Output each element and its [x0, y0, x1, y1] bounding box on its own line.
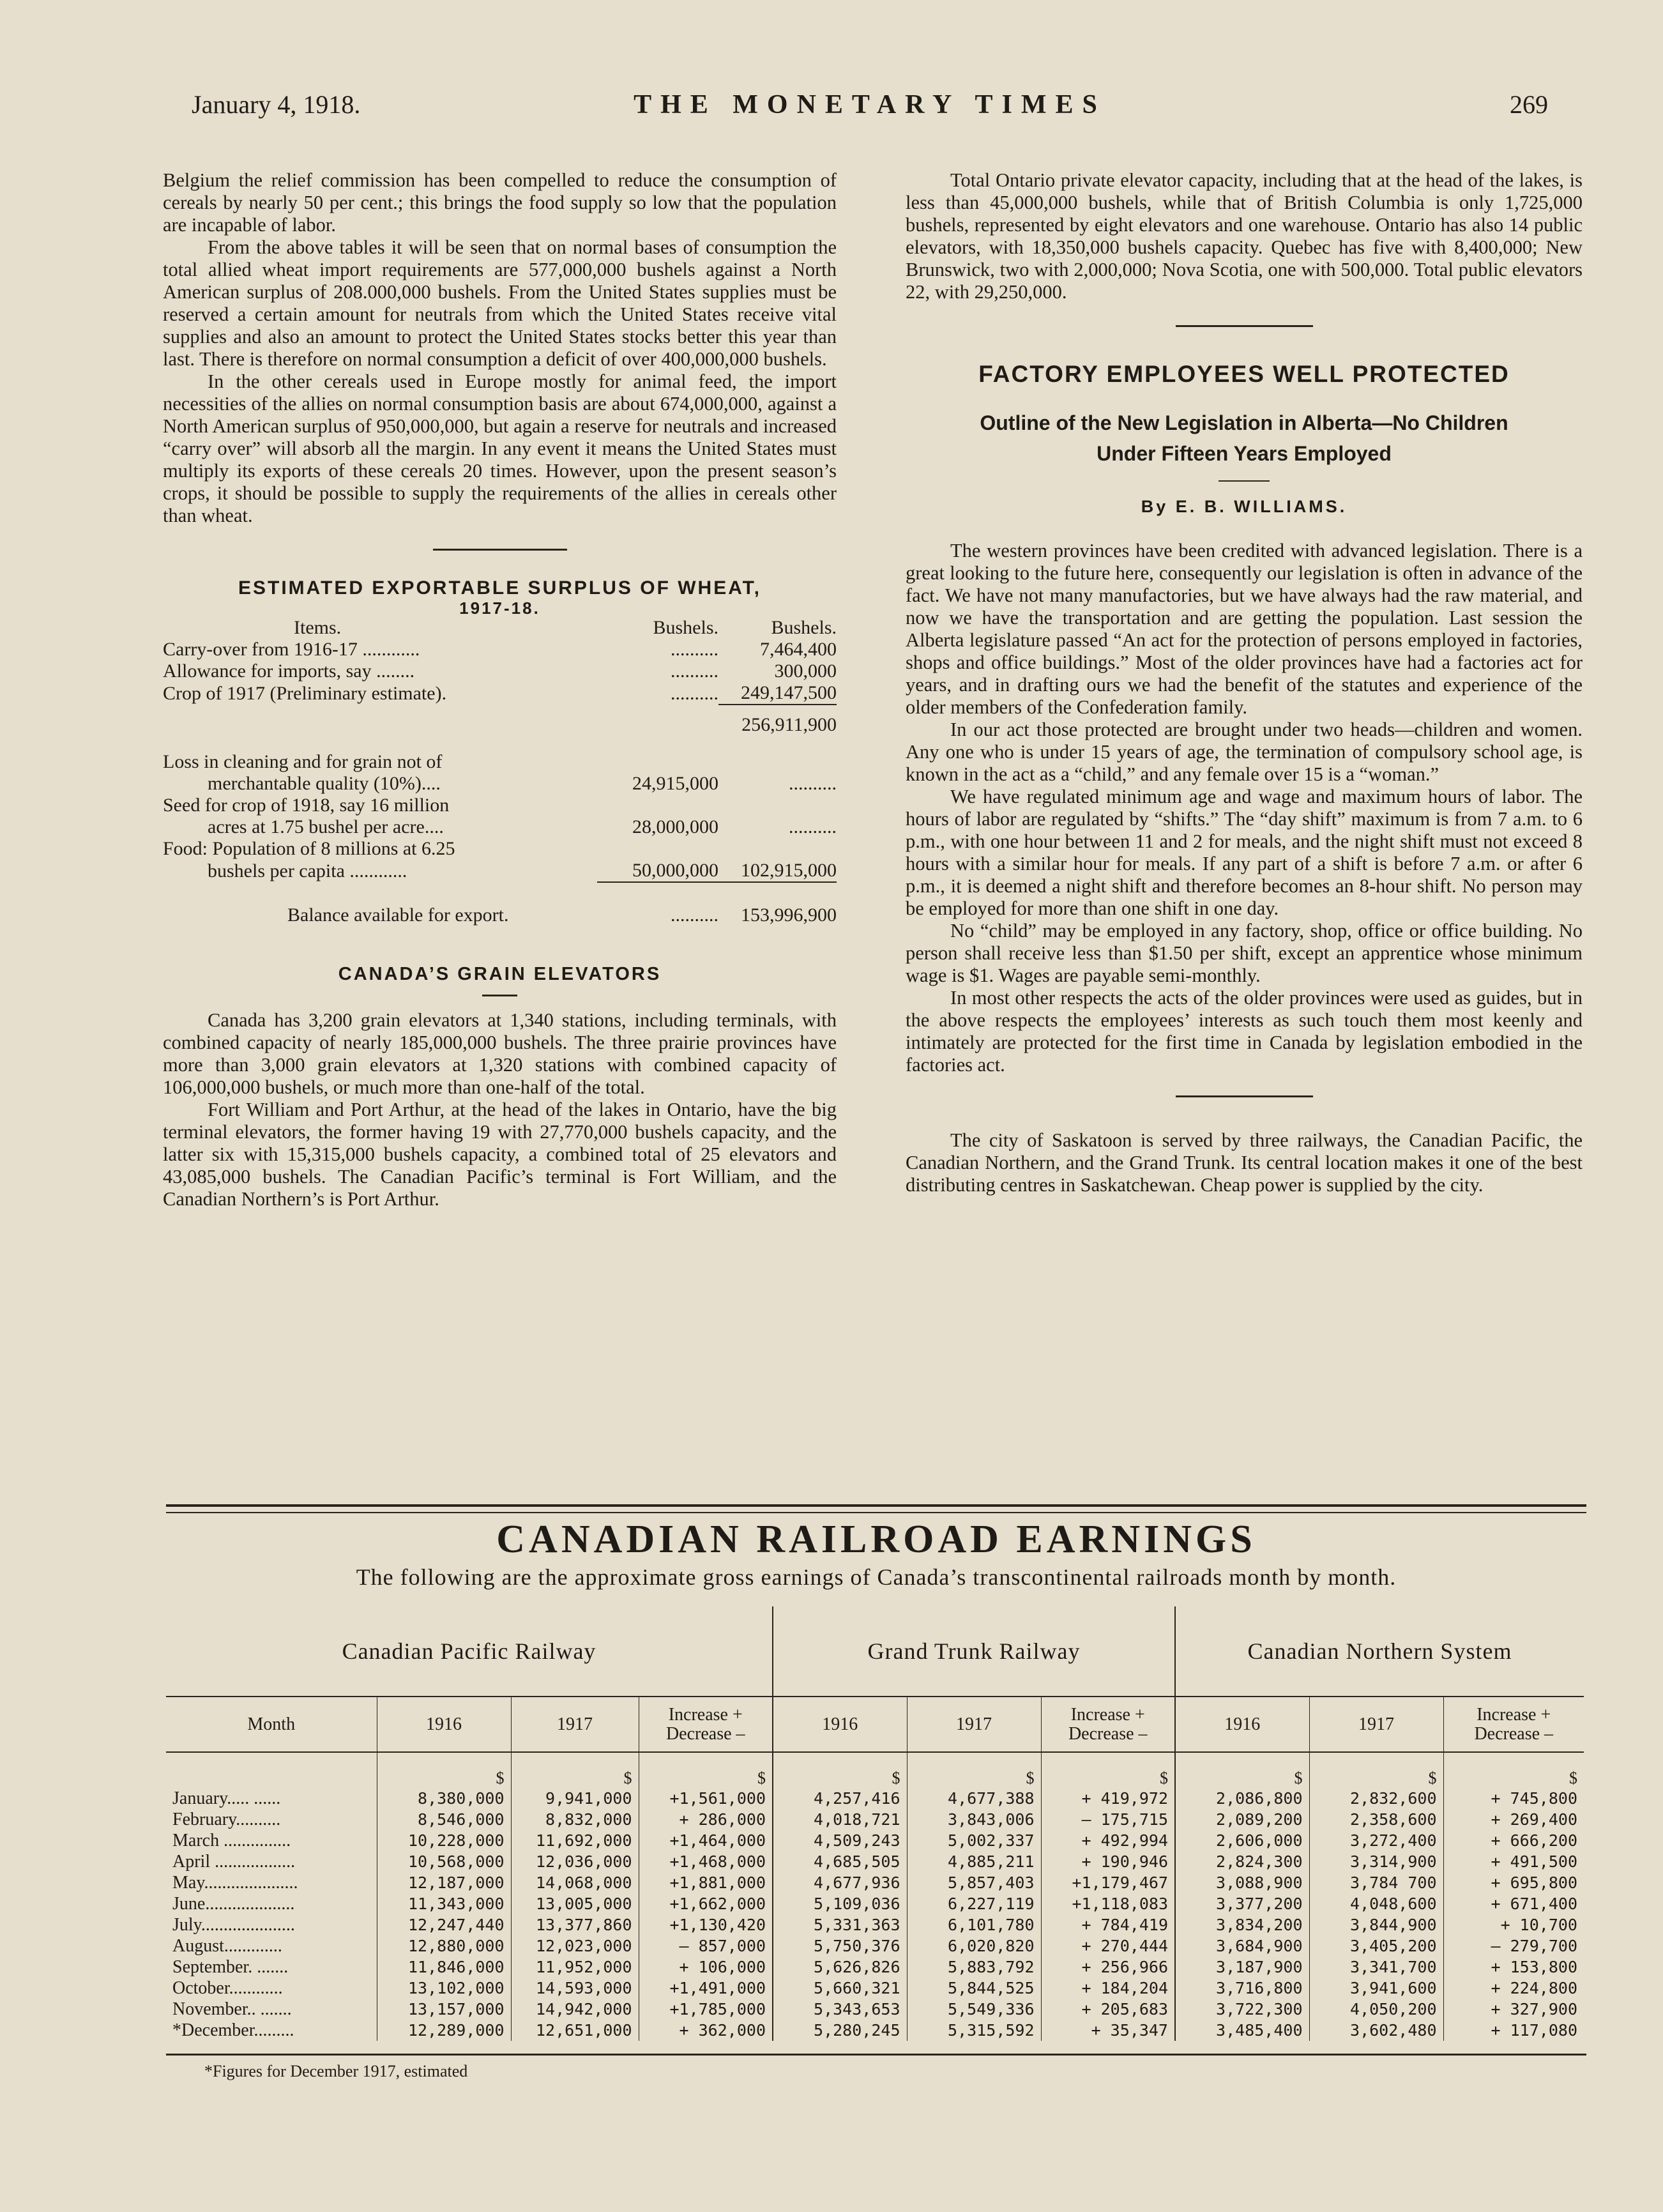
column-header: 1916 [773, 1697, 907, 1752]
cell: 153,996,900 [718, 882, 837, 926]
value-cell: + 153,800 [1491, 1958, 1577, 1976]
value-cell: 11,692,000 [511, 1830, 639, 1851]
value-cell: + 671,400 [1491, 1895, 1577, 1913]
value-cell: 2,824,300 [1175, 1851, 1309, 1872]
value-cell: + 784,419 [1041, 1914, 1175, 1935]
value-cell: +1,468,000 [639, 1851, 773, 1872]
value-cell: + 190,946 [1041, 1851, 1175, 1872]
column-header: Month [166, 1697, 377, 1752]
currency-symbol: $ [511, 1752, 639, 1788]
value-cell: 5,002,337 [907, 1830, 1041, 1851]
value-cell: + 327,900 [1491, 2000, 1577, 2018]
value-cell: 8,546,000 [377, 1809, 511, 1830]
article-subtitle-line: Under Fifteen Years Employed [1097, 442, 1392, 465]
value-cell: 5,315,592 [907, 2020, 1041, 2041]
paragraph: Canada has 3,200 grain elevators at 1,340 stations, including terminals, with combined capacity of nearly 185,000,000 bushels. The three prairie provinces have more than 3,000 grain elevators at 1,320 stations with combined capacity of 106,000,000 bushels, or much more than one-half of the total. [163, 1009, 837, 1098]
value-cell: – 175,715 [1041, 1809, 1175, 1830]
value-cell: 6,020,820 [907, 1935, 1041, 1956]
earnings-title: CANADIAN RAILROAD EARNINGS [496, 1518, 1256, 1561]
row-label: acres at 1.75 bushel per acre.... [208, 816, 444, 837]
value-cell: 9,941,000 [511, 1788, 639, 1809]
currency-row [166, 1752, 1584, 1788]
value-cell: + 269,400 [1491, 1810, 1577, 1829]
value-cell: 2,832,600 [1309, 1788, 1443, 1809]
value-cell: 12,036,000 [511, 1851, 639, 1872]
paragraph: The city of Saskatoon is served by three railways, the Canadian Pacific, the Canadian Northern, and the Grand Trunk. Its central location makes it one of the best distributing centres in Saskatchewan. Cheap power is supplied by the city. [906, 1129, 1583, 1196]
paragraph: In the other cereals used in Europe mostly for animal feed, the import necessities of the allies on normal consumption basis are about 674,000,000, against a North American surplus of 950,000,000, but again a reserve for neutrals and increased “carry over” will absorb all the margin. In any event it means the United States must multiply its exports of these cereals 20 times. However, upon the present season’s crops, it should be possible to supply the requirements of the allies in cereals other than wheat. [163, 370, 837, 526]
value-cell: 10,228,000 [377, 1830, 511, 1851]
cell: .......... [597, 882, 718, 926]
cell: 28,000,000 [632, 816, 718, 837]
value-cell: 5,331,363 [773, 1914, 907, 1935]
value-cell: 6,227,119 [907, 1893, 1041, 1914]
surplus-heading: ESTIMATED EXPORTABLE SURPLUS OF WHEAT, [238, 577, 761, 599]
currency-symbol: $ [1175, 1752, 1309, 1788]
month-cell: March ............... [166, 1830, 377, 1851]
table-row [163, 751, 837, 773]
value-cell: +1,130,420 [639, 1914, 773, 1935]
row-label: Balance available for export. [287, 904, 509, 926]
column-header-line: Decrease – [665, 1723, 745, 1744]
table-row [166, 1999, 1584, 2020]
table-row [166, 1830, 1584, 1851]
table-row [166, 1788, 1584, 1809]
value-cell: 3,684,900 [1175, 1935, 1309, 1956]
value-cell: 2,089,200 [1175, 1809, 1309, 1830]
value-cell: 2,086,800 [1175, 1788, 1309, 1809]
paragraph: Fort William and Port Arthur, at the head of the lakes in Ontario, have the big terminal elevators, the former having 19 with 27,770,000 bushels capacity, and the latter six with 15,315,000 bushels capacity, a combined total of 25 elevators and 43,085,000 bushels. The Canadian Pacific’s terminal is Fort William, and the Canadian Northern’s is Port Arthur. [163, 1099, 837, 1210]
value-cell: 5,549,336 [907, 1999, 1041, 2020]
currency-symbol: $ [639, 1752, 773, 1788]
value-cell: 13,005,000 [511, 1893, 639, 1914]
value-cell: + 10,700 [1500, 1916, 1577, 1934]
paragraph: In most other respects the acts of the older provinces were used as guides, but in the above respects the employees’ interests as such touch them most keenly and intimately are protected for the first time in Canada by legislation embodied in the factories act. [906, 987, 1583, 1076]
row-label: Carry-over from 1916-17 ............ [163, 639, 420, 660]
value-cell: 5,626,826 [773, 1956, 907, 1978]
row-label: bushels per capita ............ [208, 860, 407, 881]
month-cell: November.. ....... [166, 1999, 377, 2020]
table-bottom-rule [166, 2054, 1586, 2057]
group-header-row [166, 1606, 1584, 1697]
table-row [166, 1851, 1584, 1872]
value-cell: 11,952,000 [511, 1956, 639, 1978]
paragraph: Total Ontario private elevator capacity, including that at the head of the lakes, is less than 45,000,000 bushels, while that of British Columbia is only 1,725,000 bushels, represented by eight elevators and one warehouse. Ontario has also 14 public elevators, with 18,350,000 bushels capacity. Quebec has five with 8,400,000; New Brunswick, two with 2,000,000; Nova Scotia, one with 500,000. Total public elevators 22, with 29,250,000. [906, 169, 1583, 303]
value-cell: +1,491,000 [639, 1978, 773, 1999]
page-header [192, 89, 1548, 134]
cell: 24,915,000 [632, 773, 718, 794]
value-cell: 3,314,900 [1309, 1851, 1443, 1872]
divider [1219, 480, 1270, 482]
column-header-line: Increase + [1477, 1704, 1551, 1725]
column-header-line: Decrease – [1474, 1723, 1554, 1744]
value-cell: 3,341,700 [1309, 1956, 1443, 1978]
earnings-table [166, 1606, 1584, 2041]
column-header: 1917 [907, 1697, 1041, 1752]
value-cell: 2,358,600 [1309, 1809, 1443, 1830]
column-header-line: Decrease – [1068, 1723, 1148, 1744]
column-header [1041, 1697, 1175, 1752]
value-cell: + 117,080 [1491, 2021, 1577, 2040]
elevators-heading: CANADA’S GRAIN ELEVATORS [338, 964, 662, 984]
value-cell: 3,722,300 [1175, 1999, 1309, 2020]
cell: .......... [671, 639, 718, 660]
surplus-table-section [163, 577, 837, 926]
value-cell: 4,050,200 [1309, 1999, 1443, 2020]
value-cell: + 256,966 [1041, 1956, 1175, 1978]
value-cell: 5,660,321 [773, 1978, 907, 1999]
month-cell: June.................... [166, 1893, 377, 1914]
value-cell: 4,677,388 [907, 1788, 1041, 1809]
earnings-table-body [166, 1788, 1584, 2041]
row-label: Allowance for imports, say ........ [163, 660, 415, 682]
earnings-subtitle: The following are the approximate gross earnings of Canada’s transcontinental railroads month by month. [356, 1564, 1397, 1590]
value-cell: 12,023,000 [511, 1935, 639, 1956]
currency-symbol: $ [377, 1752, 511, 1788]
value-cell: 5,883,792 [907, 1956, 1041, 1978]
paragraph: Belgium the relief commission has been compelled to reduce the consumption of cereals by nearly 50 per cent.; this brings the food supply so low that the population are incapable of labor. [163, 169, 837, 236]
table-row [163, 795, 837, 816]
value-cell: +1,785,000 [639, 1999, 773, 2020]
value-cell: + 184,204 [1041, 1978, 1175, 1999]
surplus-table [163, 617, 837, 926]
cell: .......... [671, 660, 718, 682]
value-cell: 4,048,600 [1309, 1893, 1443, 1914]
value-cell: 4,018,721 [773, 1809, 907, 1830]
value-cell: + 745,800 [1491, 1789, 1577, 1808]
value-cell: + 492,994 [1041, 1830, 1175, 1851]
value-cell: +1,118,083 [1041, 1893, 1175, 1914]
value-cell: 3,834,200 [1175, 1914, 1309, 1935]
month-cell: July..................... [166, 1914, 377, 1935]
value-cell: 8,380,000 [377, 1788, 511, 1809]
article-subtitle-line: Outline of the New Legislation in Alberta—No Children [980, 411, 1508, 434]
value-cell: 14,593,000 [511, 1978, 639, 1999]
cell: 249,147,500 [741, 682, 837, 703]
publication-title: THE MONETARY TIMES [634, 90, 1106, 119]
divider [1176, 1095, 1313, 1097]
value-cell: 12,880,000 [377, 1935, 511, 1956]
month-cell: September. ....... [166, 1956, 377, 1978]
value-cell: 3,844,900 [1309, 1914, 1443, 1935]
value-cell: 4,885,211 [907, 1851, 1041, 1872]
value-cell: 14,068,000 [511, 1872, 639, 1893]
table-row [163, 838, 837, 860]
table-row [163, 773, 837, 795]
right-column [906, 169, 1583, 1196]
value-cell: 3,941,600 [1309, 1978, 1443, 1999]
cell: 102,915,000 [741, 860, 837, 881]
value-cell: 13,157,000 [377, 1999, 511, 2020]
group-header: Grand Trunk Railway [773, 1606, 1175, 1697]
column-header [639, 1697, 773, 1752]
table-row [163, 639, 837, 660]
table-row [166, 1914, 1584, 1935]
value-cell: – 279,700 [1491, 1937, 1577, 1955]
cell: 300,000 [774, 660, 837, 682]
paragraph: In our act those protected are brought under two heads—children and women. Any one who is under 15 years of age, the termination of compulsory school age, is known in the act as a “child,” and any female over 15 is a “woman.” [906, 719, 1583, 785]
month-cell: August............. [166, 1935, 377, 1956]
column-header-row [166, 1697, 1584, 1752]
value-cell: + 695,800 [1491, 1873, 1577, 1892]
cell: 7,464,400 [760, 639, 837, 660]
value-cell: 11,846,000 [377, 1956, 511, 1978]
value-cell: 3,405,200 [1309, 1935, 1443, 1956]
value-cell: 3,187,900 [1175, 1956, 1309, 1978]
value-cell: 8,832,000 [511, 1809, 639, 1830]
value-cell: 12,187,000 [377, 1872, 511, 1893]
divider [433, 549, 567, 551]
byline: By E. B. WILLIAMS. [1141, 497, 1348, 516]
cell: 50,000,000 [632, 860, 718, 881]
value-cell: 5,750,376 [773, 1935, 907, 1956]
value-cell: + 224,800 [1491, 1979, 1577, 1997]
value-cell: 5,844,525 [907, 1978, 1041, 1999]
value-cell: – 857,000 [639, 1935, 773, 1956]
value-cell: + 419,972 [1041, 1788, 1175, 1809]
column-header: Bushels. [771, 617, 837, 638]
value-cell: +1,561,000 [639, 1788, 773, 1809]
column-header: Items. [294, 617, 342, 638]
table-row [166, 1935, 1584, 1956]
value-cell: 3,784 700 [1309, 1872, 1443, 1893]
table-row [166, 1809, 1584, 1830]
value-cell: 3,485,400 [1175, 2020, 1309, 2041]
value-cell: 4,685,505 [773, 1851, 907, 1872]
month-cell: February.......... [166, 1809, 377, 1830]
column-header: 1917 [1309, 1697, 1443, 1752]
cell: .......... [789, 773, 837, 794]
column-header: 1916 [377, 1697, 511, 1752]
table-row [163, 660, 837, 682]
currency-symbol: $ [773, 1752, 907, 1788]
value-cell: +1,179,467 [1041, 1872, 1175, 1893]
value-cell: + 286,000 [639, 1809, 773, 1830]
group-header: Canadian Northern System [1247, 1638, 1512, 1664]
section-divider [166, 1504, 1586, 1513]
currency-symbol: $ [1309, 1752, 1443, 1788]
row-label: merchantable quality (10%).... [208, 773, 441, 794]
value-cell: 13,102,000 [377, 1978, 511, 1999]
value-cell: + 270,444 [1041, 1935, 1175, 1956]
cell: .......... [671, 683, 718, 704]
value-cell: 12,247,440 [377, 1914, 511, 1935]
value-cell: +1,881,000 [639, 1872, 773, 1893]
row-label: Crop of 1917 (Preliminary estimate). [163, 683, 447, 704]
paragraph: No “child” may be employed in any factory, shop, office or office building. No person shall receive less than $1.50 per shift, except an apprentice whose minimum wage is $1. Wages are payable semi-monthly. [906, 920, 1583, 986]
value-cell: 5,280,245 [773, 2020, 907, 2041]
page-number: 269 [1510, 90, 1548, 119]
value-cell: 12,651,000 [511, 2020, 639, 2041]
value-cell: + 362,000 [639, 2020, 773, 2041]
paragraph: The western provinces have been credited with advanced legislation. There is a great looking to the future here, consequently our legislation is often in advance of the fact. We have not many manufactories, but we have always had the raw material, and now we have the transportation and are getting the population. Last session the Alberta legislature passed “An act for the protection of persons employed in factories, shops and office buildings.” Most of the older provinces have had a factories act for years, and in drafting ours we had the benefit of the statutes and experience of the older members of the Confederation family. [906, 540, 1583, 718]
value-cell: 3,602,480 [1309, 2020, 1443, 2041]
column-header [1443, 1697, 1584, 1752]
month-cell: May..................... [166, 1872, 377, 1893]
value-cell: 13,377,860 [511, 1914, 639, 1935]
value-cell: 6,101,780 [907, 1914, 1041, 1935]
issue-date: January 4, 1918. [192, 90, 361, 119]
value-cell: 4,509,243 [773, 1830, 907, 1851]
value-cell: + 205,683 [1041, 1999, 1175, 2020]
value-cell: 4,677,936 [773, 1872, 907, 1893]
table-row [163, 705, 837, 751]
currency-symbol: $ [907, 1752, 1041, 1788]
value-cell: +1,662,000 [639, 1893, 773, 1914]
value-cell: 5,343,653 [773, 1999, 907, 2020]
column-header-line: Increase + [1070, 1704, 1145, 1725]
value-cell: + 666,200 [1491, 1831, 1577, 1850]
month-cell: October............ [166, 1978, 377, 1999]
row-label: Loss in cleaning and for grain not of [163, 751, 443, 772]
column-header-line: Increase + [668, 1704, 743, 1725]
value-cell: 11,343,000 [377, 1893, 511, 1914]
table-row [166, 2020, 1584, 2041]
table-row [166, 1893, 1584, 1914]
month-cell: *December......... [166, 2020, 377, 2041]
value-cell: + 35,347 [1041, 2020, 1175, 2041]
value-cell: +1,464,000 [639, 1830, 773, 1851]
column-header: 1916 [1175, 1697, 1309, 1752]
table-row [163, 882, 837, 926]
table-header-row [163, 617, 837, 639]
value-cell: 3,843,006 [907, 1809, 1041, 1830]
value-cell: 4,257,416 [773, 1788, 907, 1809]
value-cell: 5,857,403 [907, 1872, 1041, 1893]
table-row [166, 1978, 1584, 1999]
currency-symbol: $ [1041, 1752, 1175, 1788]
table-row [163, 682, 837, 705]
paragraph: We have regulated minimum age and wage and maximum hours of labor. The hours of labor are regulated by “shifts.” The “day shift” maximum is from 7 a.m. to 6 p.m., with one hour between 11 and 2 for meals, and the night shift must not exceed 8 hours with a similar hour for meals. If any part of a shift is before 7 a.m. or after 6 p.m., it is deemed a night shift and therefore becomes an 8-hour shift. No person may be employed for more than one shift in one day. [906, 786, 1583, 919]
month-cell: April .................. [166, 1851, 377, 1872]
value-cell: 3,088,900 [1175, 1872, 1309, 1893]
divider [1176, 325, 1313, 327]
value-cell: + 106,000 [639, 1956, 773, 1978]
row-label: Food: Population of 8 millions at 6.25 [163, 838, 455, 859]
value-cell: 3,716,800 [1175, 1978, 1309, 1999]
surplus-year: 1917-18. [459, 599, 540, 618]
table-row [163, 816, 837, 838]
month-cell: January..... ...... [166, 1788, 377, 1809]
cell: .......... [789, 816, 837, 837]
article-title: FACTORY EMPLOYEES WELL PROTECTED [978, 361, 1510, 387]
value-cell: 10,568,000 [377, 1851, 511, 1872]
value-cell: + 491,500 [1491, 1852, 1577, 1871]
value-cell: 3,272,400 [1309, 1830, 1443, 1851]
value-cell: 2,606,000 [1175, 1830, 1309, 1851]
divider [482, 995, 517, 996]
value-cell: 3,377,200 [1175, 1893, 1309, 1914]
subtotal-cell: 256,911,900 [718, 705, 837, 751]
group-header: Canadian Pacific Railway [166, 1606, 773, 1697]
column-header: Bushels. [653, 617, 718, 638]
footnote: *Figures for December 1917, estimated [204, 2062, 468, 2080]
left-column [163, 169, 837, 1210]
paragraph: From the above tables it will be seen that on normal bases of consumption the total allied wheat import requirements are 577,000,000 bushels against a North American surplus of 208.000,000 bushels. From the United States supplies must be reserved a certain amount for neutrals from which the United States receive vital supplies and also an amount to protect the United States stocks better this year than last. There is therefore on normal consumption a deficit of over 400,000,000 bushels. [163, 236, 837, 370]
value-cell: 14,942,000 [511, 1999, 639, 2020]
column-header: 1917 [511, 1697, 639, 1752]
row-label: Seed for crop of 1918, say 16 million [163, 795, 450, 816]
currency-symbol: $ [1569, 1769, 1577, 1787]
article-subtitle [906, 408, 1583, 469]
table-row [163, 860, 837, 882]
value-cell: 5,109,036 [773, 1893, 907, 1914]
table-row [166, 1956, 1584, 1978]
table-row [166, 1872, 1584, 1893]
value-cell: 12,289,000 [377, 2020, 511, 2041]
